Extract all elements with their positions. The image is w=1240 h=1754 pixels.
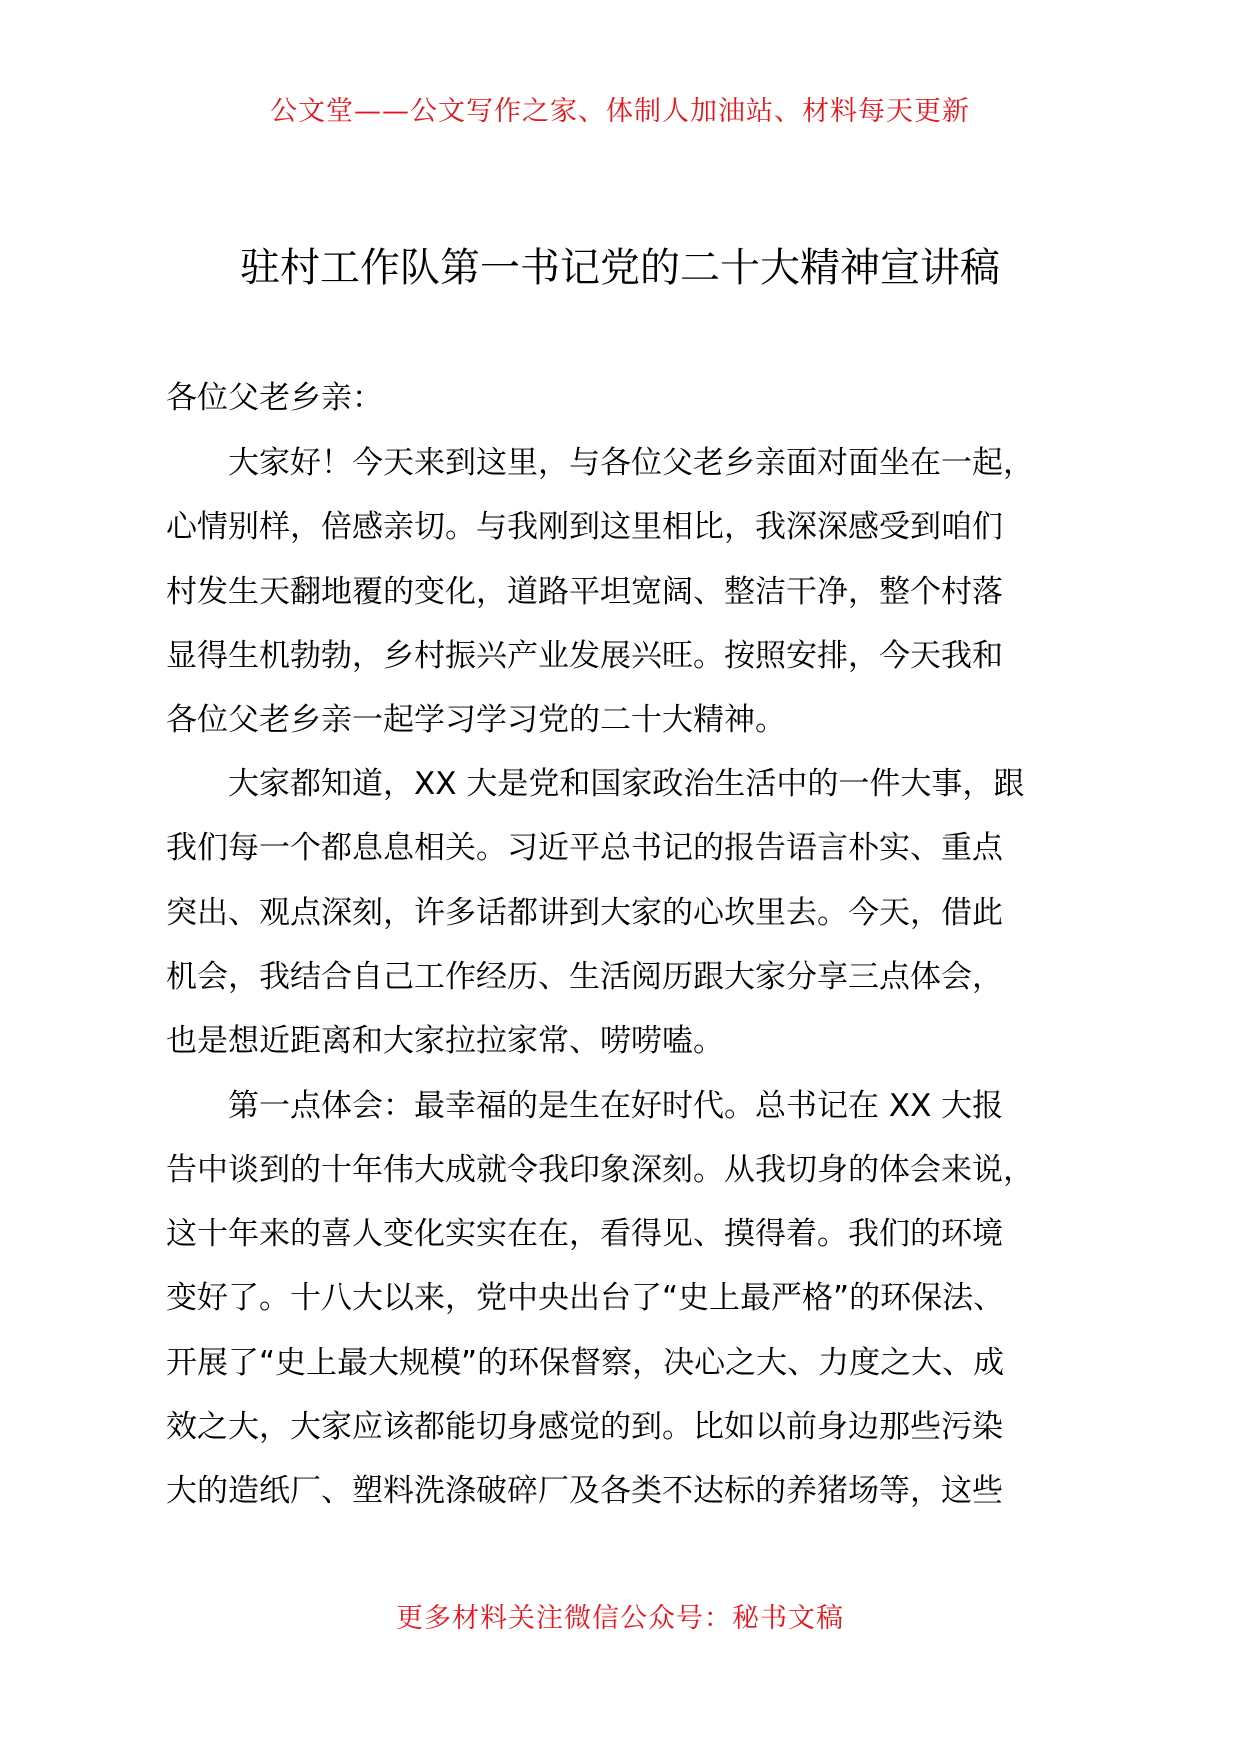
body-line: 显得生机勃勃，乡村振兴产业发展兴旺。按照安排，今天我和	[166, 638, 1003, 674]
document-title: 驻村工作队第一书记党的二十大精神宣讲稿	[240, 245, 1000, 291]
body-line: 机会，我结合自己工作经历、生活阅历跟大家分享三点体会，	[166, 959, 1003, 995]
header-banner: 公文堂——公文写作之家、体制人加油站、材料每天更新	[270, 96, 970, 127]
body-line: 也是想近距离和大家拉拉家常、唠唠嗑。	[166, 1023, 724, 1059]
body-line: 开展了“史上最大规模”的环保督察，决心之大、力度之大、成	[166, 1345, 1005, 1381]
body-line: 大家好！今天来到这里，与各位父老乡亲面对面坐在一起，	[166, 445, 1034, 481]
body-line: 各位父老乡亲：	[166, 380, 383, 416]
body-line: 告中谈到的十年伟大成就令我印象深刻。从我切身的体会来说，	[166, 1152, 1034, 1188]
body-line: 我们每一个都息息相关。习近平总书记的报告语言朴实、重点	[166, 830, 1003, 866]
body-line: 突出、观点深刻，许多话都讲到大家的心坎里去。今天，借此	[166, 895, 1003, 931]
body-line: 大家都知道，XX 大是党和国家政治生活中的一件大事，跟	[166, 766, 1025, 802]
body-line: 村发生天翻地覆的变化，道路平坦宽阔、整洁干净，整个村落	[166, 574, 1003, 610]
body-line: 大的造纸厂、塑料洗涤破碎厂及各类不达标的养猪场等，这些	[166, 1473, 1003, 1509]
body-line: 变好了。十八大以来，党中央出台了“史上最严格”的环保法、	[166, 1280, 1005, 1316]
body-line: 效之大，大家应该都能切身感觉的到。比如以前身边那些污染	[166, 1409, 1003, 1445]
body-line: 这十年来的喜人变化实实在在，看得见、摸得着。我们的环境	[166, 1216, 1003, 1252]
footer-banner: 更多材料关注微信公众号：秘书文稿	[396, 1603, 844, 1634]
body-line: 心情别样，倍感亲切。与我刚到这里相比，我深深感受到咱们	[166, 509, 1003, 545]
body-line: 各位父老乡亲一起学习学习党的二十大精神。	[166, 702, 786, 738]
body-line: 第一点体会：最幸福的是生在好时代。总书记在 XX 大报	[166, 1088, 1004, 1124]
